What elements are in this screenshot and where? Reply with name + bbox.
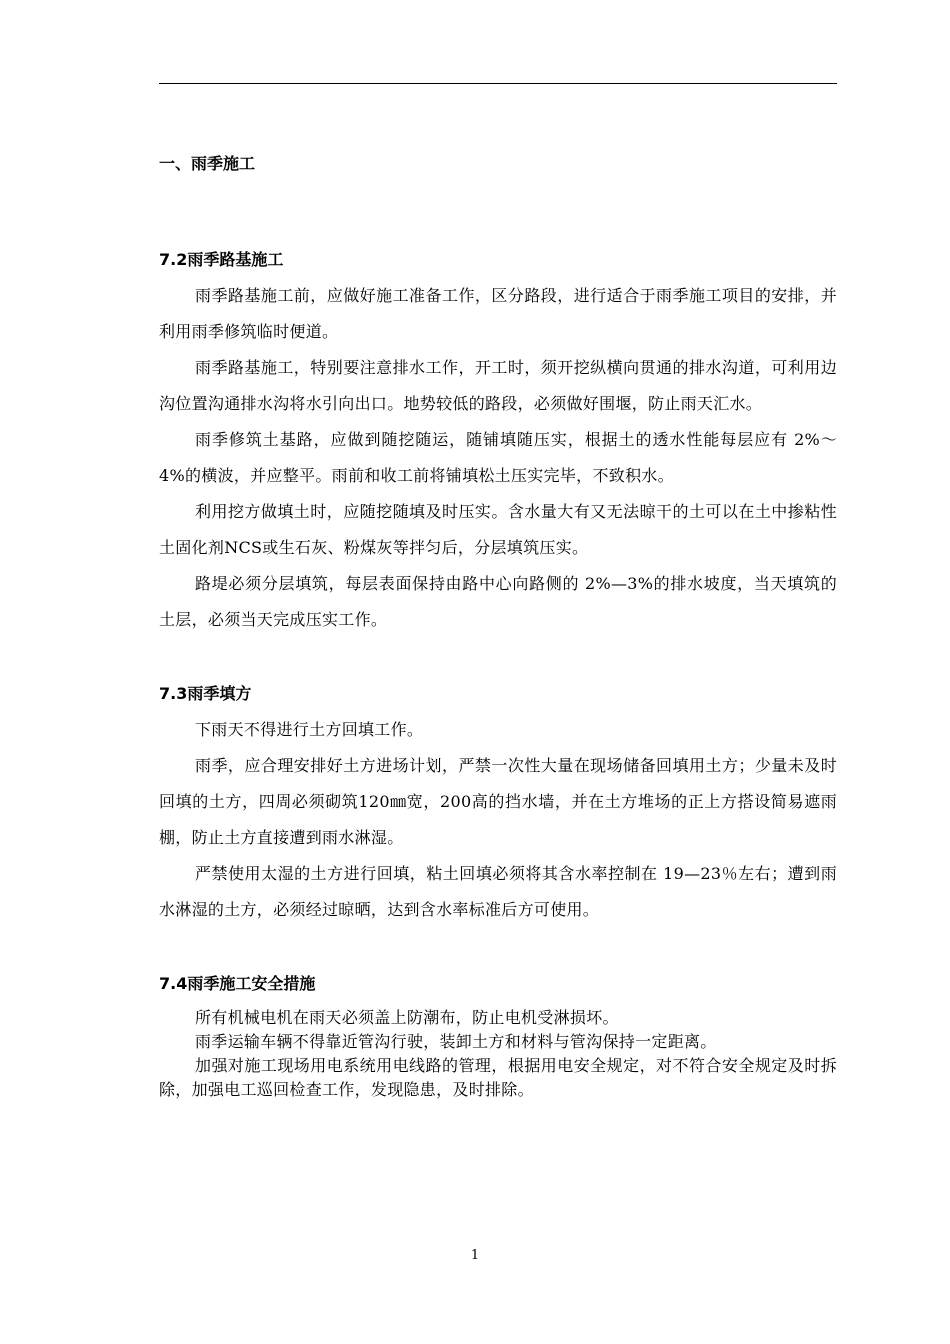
paragraph: 所有机械电机在雨天必须盖上防潮布，防止电机受淋损坏。 — [195, 1008, 619, 1027]
header-rule — [159, 83, 837, 84]
paragraph: 雨季，应合理安排好土方进场计划，严禁一次性大量在现场储备回填用土方；少量未及时回填的土方，四周必须砌筑120㎜宽，200高的挡水墙，并在土方堆场的正上方搭设简易遮雨棚，防止土方直接遭到雨水淋湿。 — [159, 756, 837, 847]
paragraph: 雨季路基施工，特别要注意排水工作，开工时，须开挖纵横向贯通的排水沟道，可利用边沟位置沟通排水沟将水引向出口。地势较低的路段，必须做好围堰，防止雨天汇水。 — [159, 358, 837, 413]
paragraph: 加强对施工现场用电系统用电线路的管理，根据用电安全规定，对不符合安全规定及时拆除，加强电工巡回检查工作，发现隐患，及时排除。 — [159, 1056, 837, 1099]
main-heading: 一、雨季施工 — [159, 154, 256, 173]
document-body — [159, 146, 837, 1102]
section-7-4 — [159, 966, 837, 1102]
section-heading: 7.4雨季施工安全措施 — [159, 974, 316, 993]
section-7-2 — [159, 242, 837, 638]
paragraph: 利用挖方做填土时，应随挖随填及时压实。含水量大有又无法晾干的土可以在土中掺粘性土固化剂NCS或生石灰、粉煤灰等拌匀后，分层填筑压实。 — [159, 502, 837, 557]
paragraph: 路堤必须分层填筑，每层表面保持由路中心向路侧的 2%—3%的排水坡度，当天填筑的土层，必须当天完成压实工作。 — [159, 574, 837, 629]
paragraph: 雨季修筑土基路，应做到随挖随运，随铺填随压实，根据土的透水性能每层应有 2%～4%的横波，并应整平。雨前和收工前将铺填松土压实完毕，不致积水。 — [159, 430, 837, 485]
section-heading: 7.2雨季路基施工 — [159, 250, 284, 269]
paragraph: 严禁使用太湿的土方进行回填，粘土回填必须将其含水率控制在 19—23％左右；遭到雨水淋湿的土方，必须经过晾晒，达到含水率标准后方可使用。 — [159, 864, 837, 919]
paragraph: 下雨天不得进行土方回填工作。 — [195, 720, 424, 739]
paragraph: 雨季运输车辆不得靠近管沟行驶，装卸土方和材料与管沟保持一定距离。 — [195, 1032, 717, 1051]
paragraph: 雨季路基施工前，应做好施工准备工作，区分路段，进行适合于雨季施工项目的安排，并利用雨季修筑临时便道。 — [159, 286, 837, 341]
page-number: 1 — [470, 1248, 480, 1263]
section-7-3 — [159, 676, 837, 928]
section-heading: 7.3雨季填方 — [159, 684, 252, 703]
